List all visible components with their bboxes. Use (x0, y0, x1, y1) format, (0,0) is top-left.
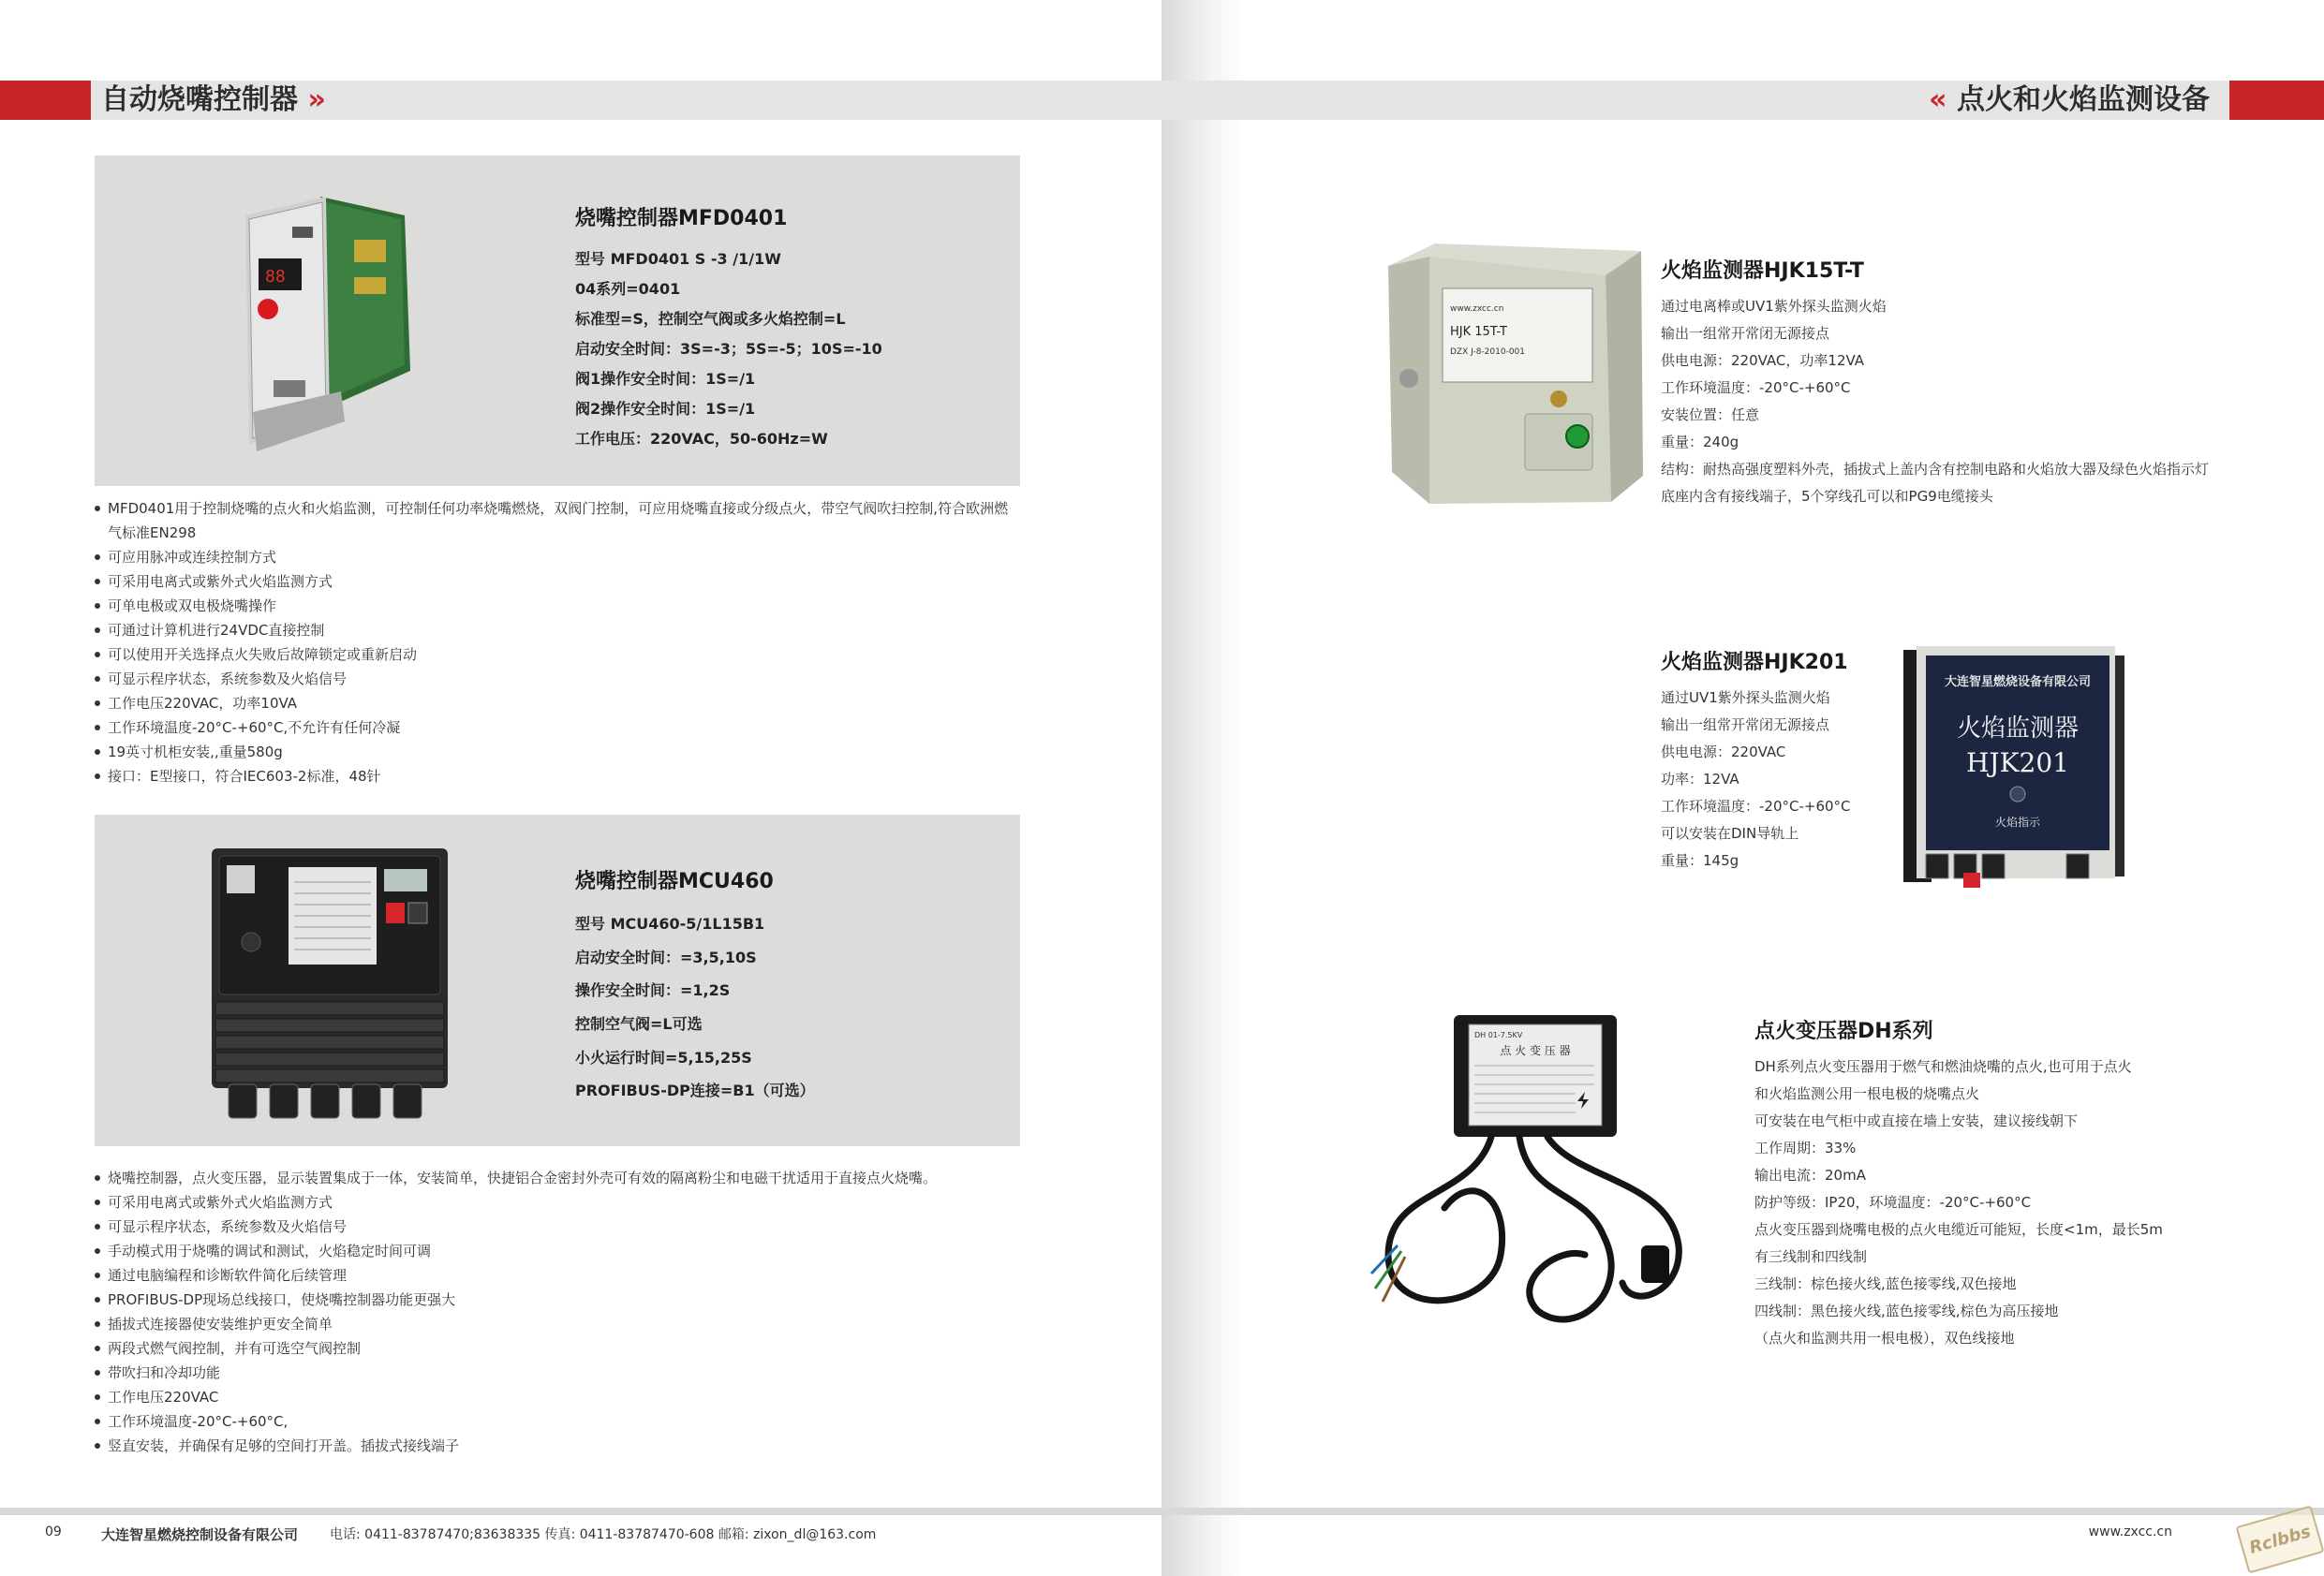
spec-line: 型号 MFD0401 S -3 /1/1W (575, 250, 781, 268)
spec-line: 供电电源：220VAC，功率12VA (1661, 352, 1865, 369)
spec-line: 三线制：棕色接火线,蓝色接零线,双色接地 (1754, 1275, 2017, 1292)
mfd0401-spec-block (575, 202, 882, 454)
list-item: 工作电压220VAC (95, 1385, 1022, 1409)
dh-transformer-info (1754, 1015, 2163, 1352)
panel-name: 火焰监测器 (1956, 714, 2080, 743)
mfd0401-feature-list (95, 496, 1022, 788)
spec-line: （点火和监测共用一根电极），双色线接地 (1754, 1330, 2015, 1347)
label-code: DZX J-8-2010-001 (1450, 347, 1526, 357)
chevron-left-icon: « (1929, 83, 1947, 116)
hjk15t-info (1661, 255, 2209, 510)
spec-line: 工作电压：220VAC，50-60Hz=W (575, 430, 828, 448)
spec-line: 底座内含有接线端子，5个穿线孔可以和PG9电缆接头 (1661, 488, 1993, 505)
mcu460-feature-list (95, 1166, 1022, 1458)
spec-line: 启动安全时间：=3,5,10S (575, 948, 757, 966)
footer-bar (0, 1508, 2324, 1515)
panel-company: 大连智星燃烧设备有限公司 (1944, 675, 2092, 689)
spec-line: 工作周期：33% (1754, 1140, 1857, 1156)
section-title-right (1929, 82, 2210, 118)
spec-line: 工作环境温度：-20°C-+60°C (1661, 379, 1851, 396)
mfd0401-product-image (236, 184, 423, 461)
list-item: 竖直安装，并确保有足够的空间打开盖。插拔式接线端子 (95, 1434, 1022, 1458)
spec-line: 启动安全时间：3S=-3；5S=-5；10S=-10 (575, 340, 882, 358)
watermark-stamp: Rclbbs (2235, 1505, 2324, 1573)
spec-line: 工作环境温度：-20°C-+60°C (1661, 798, 1851, 815)
section-title-text: 点火和火焰监测设备 (1957, 83, 2210, 116)
transformer-label-model: DH 01-7.5KV (1474, 1031, 1523, 1039)
spec-line: 阀2操作安全时间：1S=/1 (575, 400, 756, 418)
section-title-left (101, 82, 326, 118)
footer-website: www.zxcc.cn (2088, 1524, 2172, 1539)
spec-line: PROFIBUS-DP连接=B1（可选） (575, 1082, 815, 1100)
spec-line: 型号 MCU460-5/1L15B1 (575, 915, 765, 933)
dh-transformer-image (1360, 1011, 1703, 1352)
svg-text:88: 88 (265, 267, 286, 287)
spec-line: 操作安全时间：=1,2S (575, 981, 731, 1000)
spec-line: 04系列=0401 (575, 280, 681, 298)
list-item: 可显示程序状态，系统参数及火焰信号 (95, 1215, 1022, 1239)
list-item: 插拔式连接器使安装维护更安全简单 (95, 1312, 1022, 1336)
spec-line: 防护等级：IP20，环境温度：-20°C-+60°C (1754, 1194, 2032, 1211)
spec-line: 功率：12VA (1661, 771, 1739, 788)
list-item: 可单电极或双电极烧嘴操作 (95, 594, 1022, 618)
spec-line: 供电电源：220VAC (1661, 744, 1786, 760)
product-title: 烧嘴控制器MCU460 (575, 870, 774, 893)
hjk201-info (1661, 646, 1851, 875)
panel-indicator-label: 火焰指示 (1994, 816, 2041, 829)
spec-line: 四线制：黑色接火线,蓝色接零线,棕色为高压接地 (1754, 1303, 2059, 1319)
header-accent-left (0, 81, 91, 120)
product-title: 火焰监测器HJK201 (1661, 651, 1848, 674)
list-item: 带吹扫和冷却功能 (95, 1361, 1022, 1385)
list-item: 可通过计算机进行24VDC直接控制 (95, 618, 1022, 642)
list-item: 接口：E型接口，符合IEC603-2标准，48针 (95, 764, 1022, 788)
spec-line: 安装位置：任意 (1661, 406, 1760, 423)
spec-line: 可以安装在DIN导轨上 (1661, 825, 1799, 842)
list-item: MFD0401用于控制烧嘴的点火和火焰监测，可控制任何功率烧嘴燃烧，双阀门控制，可应用烧嘴直接或分级点火，带空气阀吹扫控制,符合欧洲燃气标准EN298 (95, 496, 1022, 545)
spec-line: 结构：耐热高强度塑料外壳，插拔式上盖内含有控制电路和火焰放大器及绿色火焰指示灯 (1661, 461, 2210, 478)
panel-model: HJK201 (1965, 747, 2070, 778)
spec-line: 有三线制和四线制 (1754, 1248, 1868, 1265)
page-fold-shadow (1162, 0, 1246, 1576)
header-accent-right (2229, 81, 2324, 120)
spec-line: DH系列点火变压器用于燃气和燃油烧嘴的点火,也可用于点火 (1754, 1058, 2132, 1075)
list-item: 工作电压220VAC，功率10VA (95, 691, 1022, 715)
list-item: 通过电脑编程和诊断软件简化后续管理 (95, 1263, 1022, 1288)
page-number: 09 (45, 1524, 62, 1539)
list-item: 工作环境温度-20°C-+60°C,不允许有任何冷凝 (95, 715, 1022, 740)
spec-line: 和火焰监测公用一根电极的烧嘴点火 (1754, 1085, 1980, 1102)
spec-line: 重量：240g (1661, 434, 1739, 450)
list-item: 可采用电离式或紫外式火焰监测方式 (95, 1190, 1022, 1215)
list-item: 工作环境温度-20°C-+60°C, (95, 1409, 1022, 1434)
list-item: 可采用电离式或紫外式火焰监测方式 (95, 569, 1022, 594)
hjk201-product-image (1898, 642, 2132, 890)
list-item: 烧嘴控制器，点火变压器，显示装置集成于一体，安装简单，快捷铝合金密封外壳可有效的隔离粉尘和电磁干扰适用于直接点火烧嘴。 (95, 1166, 1022, 1190)
product-title: 烧嘴控制器MFD0401 (575, 207, 788, 230)
transformer-label-name: 点 火 变 压 器 (1500, 1044, 1571, 1057)
list-item: 可显示程序状态，系统参数及火焰信号 (95, 667, 1022, 691)
mcu460-product-image (204, 845, 455, 1126)
spec-line: 输出电流：20mA (1754, 1167, 1866, 1184)
chevron-right-icon: » (307, 83, 326, 116)
spec-line: 阀1操作安全时间：1S=/1 (575, 370, 756, 388)
product-title: 火焰监测器HJK15T-T (1661, 259, 1864, 283)
spec-line: 重量：145g (1661, 852, 1739, 869)
product-title: 点火变压器DH系列 (1754, 1020, 1933, 1043)
spec-line: 标准型=S，控制空气阀或多火焰控制=L (575, 310, 846, 328)
spec-line: 输出一组常开常闭无源接点 (1661, 325, 1830, 342)
spec-line: 控制空气阀=L可选 (575, 1015, 703, 1034)
spec-line: 输出一组常开常闭无源接点 (1661, 716, 1830, 733)
spec-line: 通过UV1紫外探头监测火焰 (1661, 689, 1830, 706)
footer-company: 大连智星燃烧控制设备有限公司 (101, 1526, 299, 1543)
spec-line: 可安装在电气柜中或直接在墙上安装，建议接线朝下 (1754, 1112, 2079, 1129)
mcu460-spec-block (575, 865, 815, 1108)
hjk15t-product-image (1369, 238, 1650, 509)
list-item: 手动模式用于烧嘴的调试和测试，火焰稳定时间可调 (95, 1239, 1022, 1263)
label-site: www.zxcc.cn (1450, 304, 1504, 314)
spec-line: 点火变压器到烧嘴电极的点火电缆近可能短，长度<1m，最长5m (1754, 1221, 2163, 1238)
list-item: 可应用脉冲或连续控制方式 (95, 545, 1022, 569)
section-title-text: 自动烧嘴控制器 (101, 83, 298, 116)
footer-contact: 电话: 0411-83787470;83638335 传真: 0411-83787470-608 邮箱: zixon_dl@163.com (330, 1527, 877, 1542)
list-item: 可以使用开关选择点火失败后故障锁定或重新启动 (95, 642, 1022, 667)
list-item: PROFIBUS-DP现场总线接口，使烧嘴控制器功能更强大 (95, 1288, 1022, 1312)
list-item: 两段式燃气阀控制，并有可选空气阀控制 (95, 1336, 1022, 1361)
spec-line: 小火运行时间=5,15,25S (575, 1048, 752, 1067)
label-model: HJK 15T-T (1450, 325, 1507, 339)
spec-line: 通过电离棒或UV1紫外探头监测火焰 (1661, 298, 1887, 315)
list-item: 19英寸机柜安装,,重量580g (95, 740, 1022, 764)
